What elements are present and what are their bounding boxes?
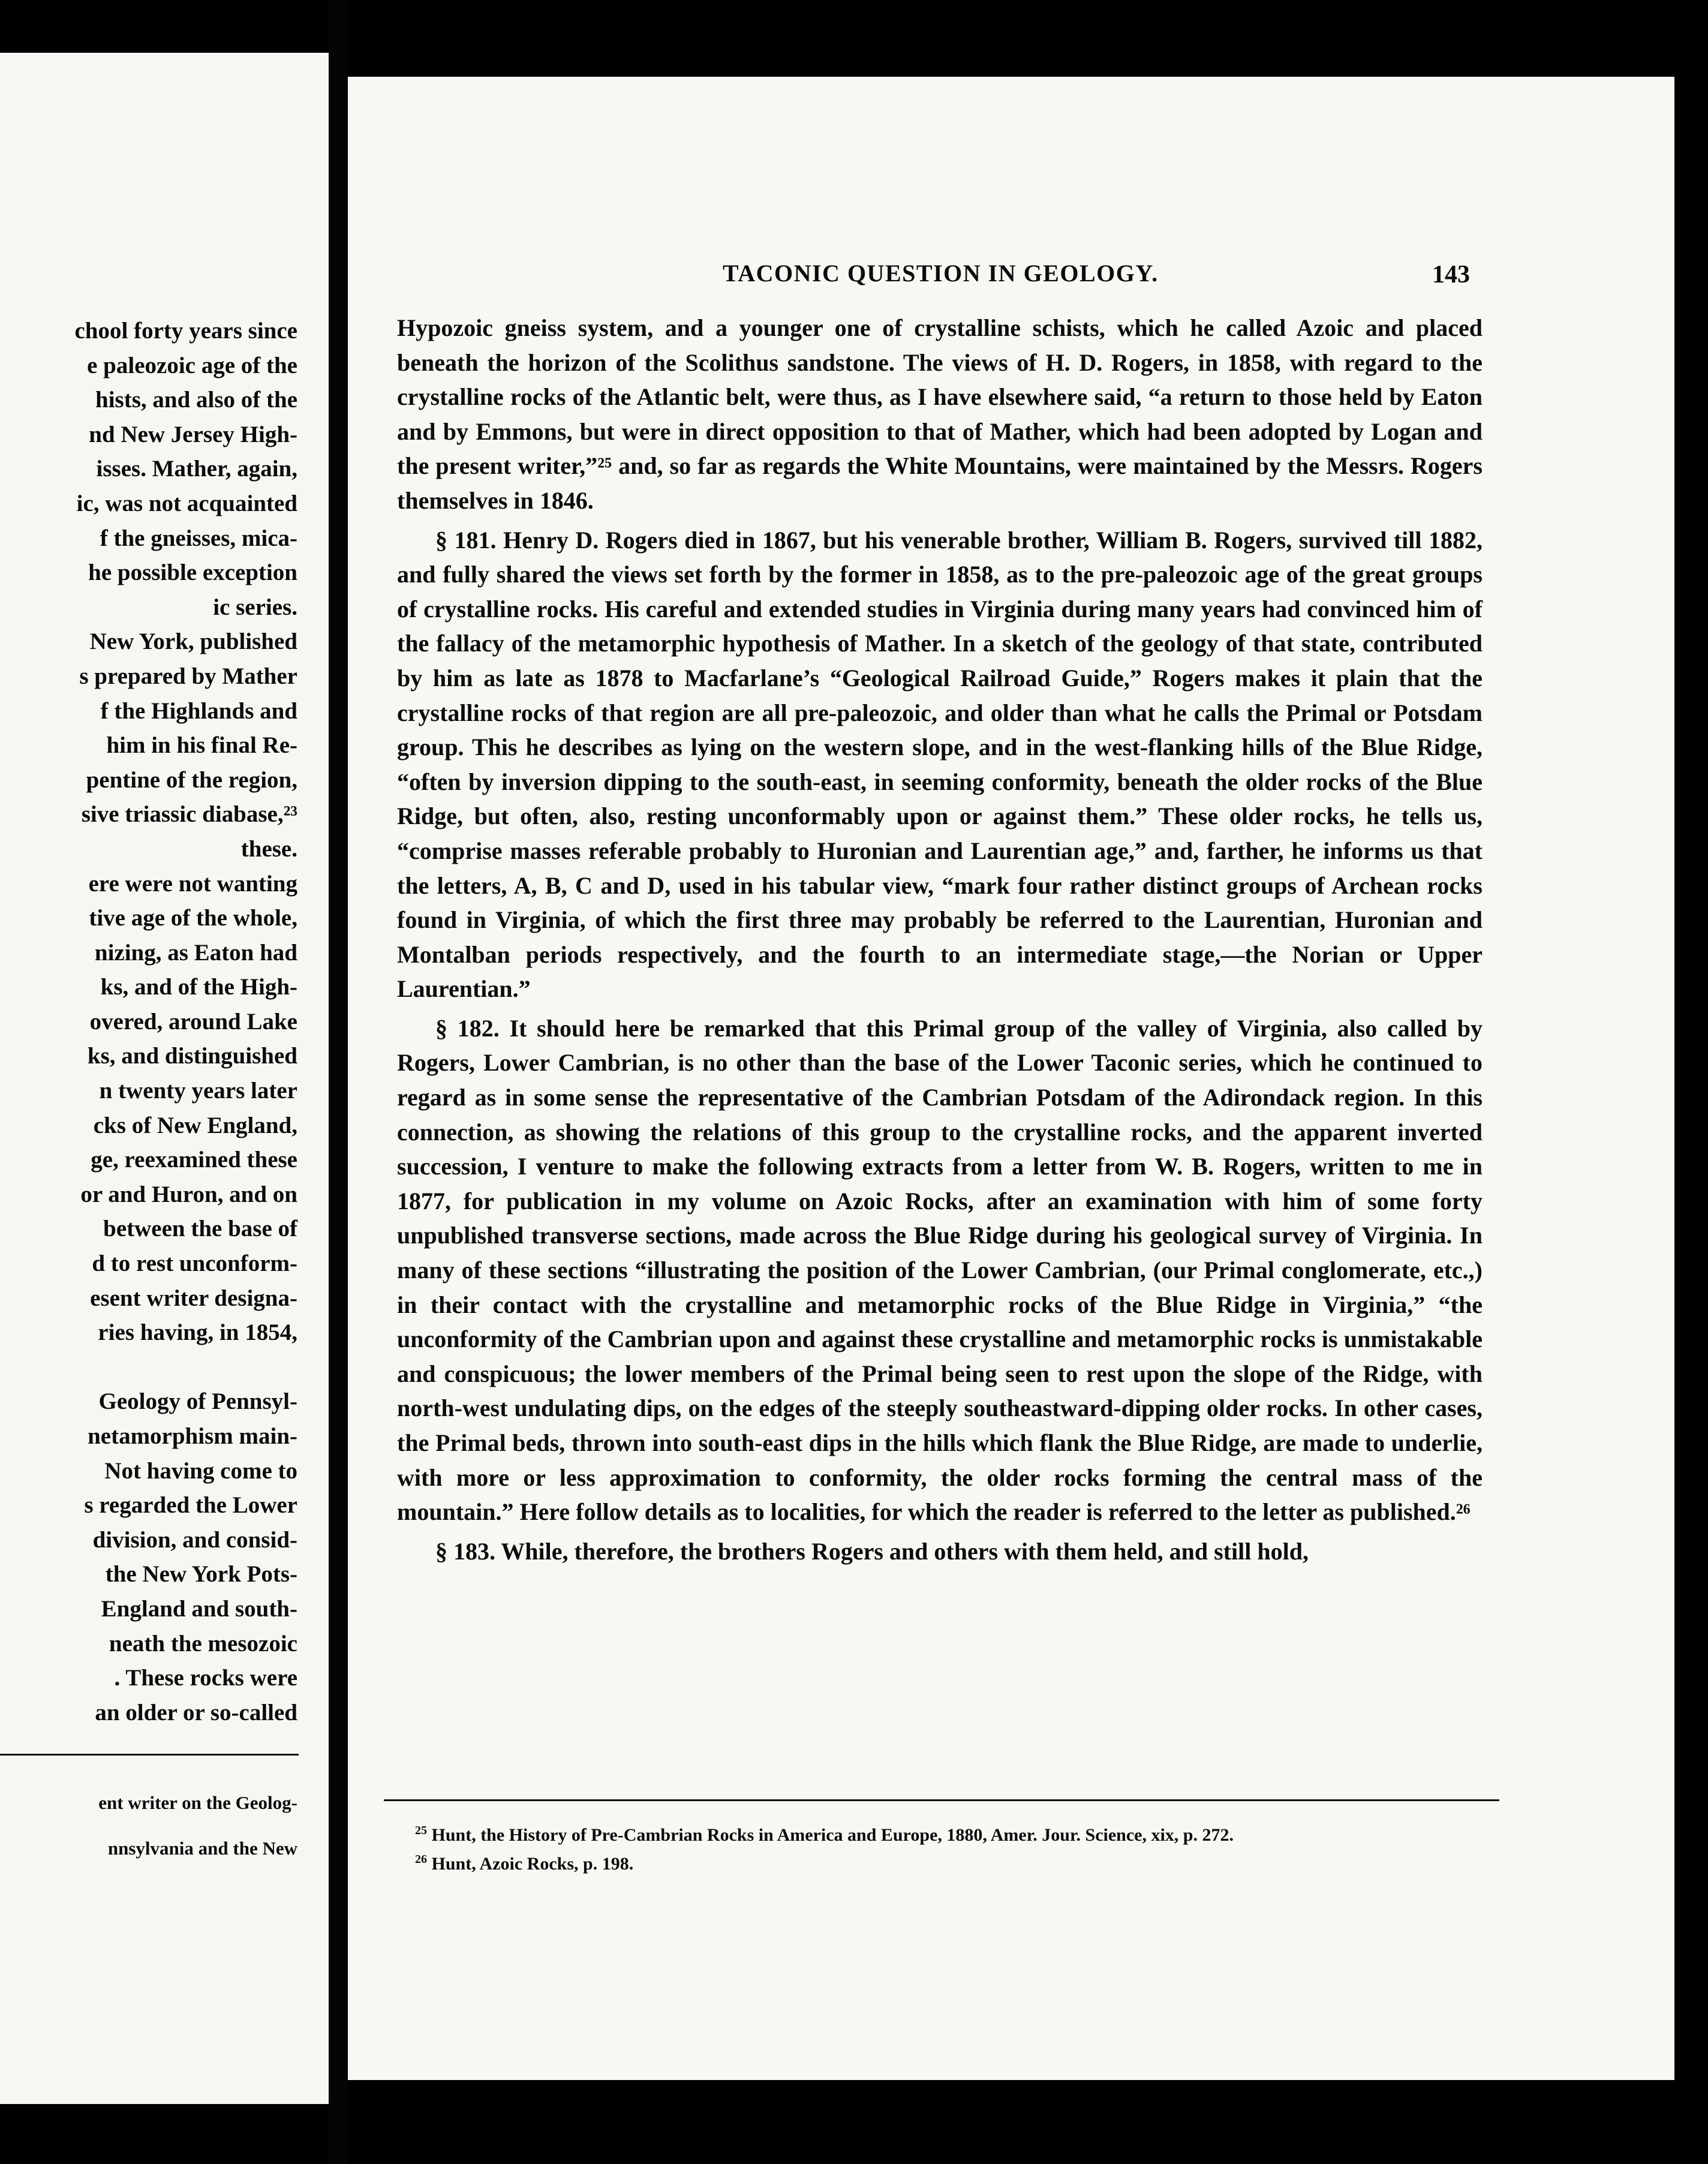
facing-line: an older or so-called (95, 1699, 297, 1726)
facing-line: the New York Pots- (105, 1561, 297, 1588)
facing-line: cks of New England, (93, 1112, 297, 1138)
running-head-title: TACONIC QUESTION IN GEOLOGY. (723, 260, 1159, 287)
facing-line: him in his final Re- (106, 732, 297, 759)
paragraph-183: § 183. While, therefore, the brothers Rogers and others with them held, and still hold, (435, 1537, 1309, 1565)
facing-line: ge, reexamined these (91, 1147, 297, 1173)
facing-line: . These rocks were (114, 1665, 297, 1691)
facing-line: neath the mesozoic (109, 1630, 297, 1657)
page-number: 143 (1432, 261, 1470, 288)
facing-line: d to rest unconform- (92, 1251, 297, 1277)
facing-line: between the base of (103, 1216, 297, 1242)
facing-line (75, 1350, 298, 1385)
facing-line: ic series. (213, 594, 297, 620)
facing-line: Geology of Pennsyl- (98, 1388, 297, 1415)
facing-line: ries having, in 1854, (98, 1320, 297, 1346)
facing-line: he possible exception (88, 560, 297, 586)
facing-line: division, and consid- (92, 1526, 297, 1553)
facing-line: England and south- (101, 1595, 297, 1622)
facing-line: netamorphism main- (88, 1423, 297, 1449)
facing-footnote: nnsylvania and the New (107, 1838, 297, 1859)
facing-line: ere were not wanting (88, 870, 297, 897)
facing-line: ks, and of the High- (100, 974, 297, 1000)
facing-line: New York, published (89, 629, 297, 655)
footnote-25 (415, 1819, 1483, 1847)
footnote-text: Hunt, the History of Pre-Cambrian Rocks in America and Europe, 1880, Amer. Jour. Science, xix, p. 272. (431, 1825, 1234, 1845)
book-gutter (329, 0, 348, 2164)
facing-line: or and Huron, and on (80, 1181, 297, 1207)
facing-line: chool forty years since (74, 318, 297, 344)
facing-line: ic, was not acquainted (76, 490, 297, 516)
facing-line: sive triassic diabase,²³ (81, 801, 297, 828)
facing-line: Not having come to (104, 1457, 297, 1484)
main-page (348, 77, 1674, 2080)
facing-line: isses. Mather, again, (96, 456, 297, 482)
facing-line: these. (240, 835, 297, 862)
footnote-mark: 26 (415, 1853, 427, 1866)
footnotes (415, 1819, 1483, 1876)
facing-line: n twenty years later (99, 1078, 297, 1104)
facing-line: tive age of the whole, (89, 905, 297, 931)
facing-line: f the Highlands and (100, 698, 297, 724)
paragraph-182: § 182. It should here be remarked that this Primal group of the valley of Virginia, also called by Rogers, Lower Cambrian, is no other than the base of the Lower Taconic series, which he continued to regard as in some sense the representative of the Cambrian Potsdam of the Adirondack region. In this connection, as showing the relations of this group to the crystalline rocks, and the apparent inverted succession, I venture to make the following extracts from a letter from W. B. Rogers, written to me in 1877, for publication in my volume on Azoic Rocks, after an examination with him of some forty unpublished transverse sections, made across the Blue Ridge during his geological survey of Virginia. In many of these sections “illustrating the position of the Lower Cambrian, (our Primal conglomerate, etc.,) in their contact with the crystalline and metamorphic rocks of the Blue Ridge in Virginia,” “the unconformity of the Cambrian upon and against these crystalline and metamorphic rocks is unmistakable and conspicuous; the lower members of the Primal being seen to rest upon the slope of the Ridge, with north-west undulating dips, on the edges of the steeply southeastward-dipping older rocks. In other cases, the Primal beds, thrown into south-east dips in the hills which flank the Blue Ridge, are made to underlie, with more or less approximation to conformity, the older rocks forming the central mass of the mountain.” Here follow details as to localities, for which the reader is referred to the letter as published.²⁶ (397, 1014, 1483, 1526)
facing-line: f the gneisses, mica- (100, 525, 297, 551)
paragraph-continued: Hypozoic gneiss system, and a younger one of crystalline schists, which he called Azoic and placed beneath the horizon of the Scolithus sandstone. The views of H. D. Rogers, in 1858, with regard to the crystalline rocks of the Atlantic belt, were thus, as I have elsewhere said, “a return to those held by Eaton and by Emmons, but were in direct opposition to that of Mather, which had been adopted by Logan and the present writer,”²⁵ and, so far as regards the White Mountains, were maintained by the Messrs. Rogers themselves in 1846. (397, 314, 1483, 514)
facing-line: e paleozoic age of the (87, 352, 297, 378)
facing-line: nizing, as Eaton had (94, 939, 297, 966)
paragraph-181: § 181. Henry D. Rogers died in 1867, but his venerable brother, William B. Rogers, survived till 1882, and fully shared the views set forth by the former in 1858, as to the pre-paleozoic age of the great groups of crystalline rocks. His careful and extended studies in Virginia during many years had convinced him of the fallacy of the metamorphic hypothesis of Mather. In a sketch of the geology of that state, contributed by him as late as 1878 to Macfarlane’s “Geological Railroad Guide,” Rogers makes it plain that the crystalline rocks of that region are all pre-paleozoic, and older than what he calls the Primal or Potsdam group. This he describes as lying on the western slope, and in the west-flanking hills of the Blue Ridge, “often by inversion dipping to the south-east, in seeming conformity, beneath the older rocks of the Blue Ridge, but often, also, resting unconformably upon or against them.” These older rocks, he tells us, “comprise masses referable probably to Huronian and Laurentian age,” and, farther, he informs us that the letters, A, B, C and D, used in his tabular view, “mark four rather distinct groups of Archean rocks found in Virginia, of which the first three may probably be referred to the Laurentian, Huronian and Montalban periods respectively, and the fourth to an intermediate stage,—the Norian or Upper Laurentian.” (397, 526, 1483, 1003)
facing-line: nd New Jersey High- (89, 421, 297, 447)
facing-line: s regarded the Lower (84, 1492, 297, 1519)
facing-footnote-rule (0, 1754, 299, 1756)
facing-line: s prepared by Mather (79, 663, 297, 689)
running-head (348, 259, 1674, 295)
facing-line: ks, and distinguished (87, 1043, 297, 1069)
facing-footnote: ent writer on the Geolog- (98, 1792, 297, 1813)
facing-line: hists, and also of the (95, 387, 297, 413)
facing-page-text (75, 314, 298, 1730)
footnote-mark: 25 (415, 1824, 427, 1837)
facing-footnotes (98, 1780, 297, 1871)
footnote-text: Hunt, Azoic Rocks, p. 198. (431, 1854, 634, 1874)
facing-line: pentine of the region, (86, 767, 297, 793)
body-text (397, 311, 1483, 1573)
facing-line: overed, around Lake (89, 1008, 297, 1035)
footnote-26 (415, 1847, 1483, 1876)
facing-page (0, 53, 329, 2104)
facing-line: esent writer designa- (90, 1285, 297, 1311)
footnote-rule (384, 1799, 1499, 1801)
